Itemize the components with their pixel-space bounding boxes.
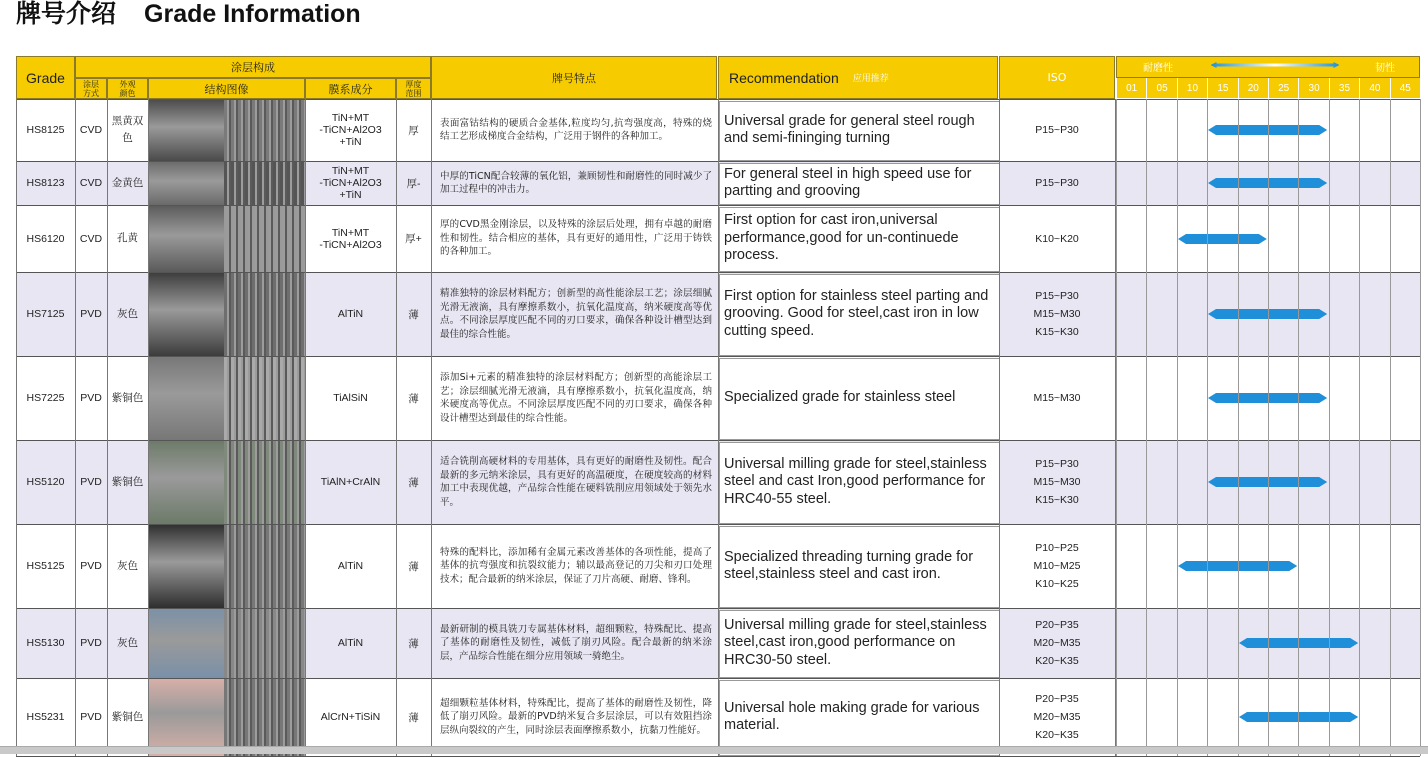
coating-method-cell: PVD: [80, 476, 102, 488]
double-arrow-icon: [1189, 62, 1361, 68]
iso-range-cell: P15~P30 M15~M30 K15~K30: [1033, 458, 1081, 506]
title-cn: 牌号介绍: [16, 0, 117, 28]
film-composition-cell: TiN+MT -TiCN+Al2O3 +TiN: [319, 112, 382, 148]
structure-image-left: [148, 356, 224, 440]
thickness-cell: 薄: [408, 637, 419, 650]
appearance-color-cell: 孔黄: [117, 232, 138, 244]
grade-cell: HS7225: [26, 392, 65, 404]
recommendation-cell: First option for cast iron,universal performance,good for un-continuede process.: [724, 212, 959, 264]
thickness-cell: 薄: [408, 711, 419, 724]
column-divider: [75, 99, 76, 756]
thickness-cell: 厚+: [405, 233, 422, 245]
features-cell: 厚的CVD黑金刚涂层，以及特殊的涂层后处理，拥有卓越的耐磨性和韧性。结合相应的基体，具有更好的通用性，广泛用于铸铁的各种加工。: [440, 219, 712, 258]
structure-image-left: [148, 608, 224, 678]
features-cell: 适合铣削高硬材料的专用基体，具有更好的耐磨性及韧性。配合最新的多元纳米涂层，具有更好的高温硬度，在硬度较高的材料加工中表现优越，产品综合性能在硬料铣削应用领域处于领先水平。: [440, 456, 712, 508]
scale-gridline: [1238, 99, 1239, 756]
recommendation-cell: Specialized threading turning grade for steel,stainless steel and cast iron.: [724, 548, 974, 582]
thickness-cell: 厚: [408, 124, 419, 137]
features-cell: 超细颗粒基体材料，特殊配比，提高了基体的耐磨性及韧性，降低了崩刃风险。最新的PVD纳米复合多层涂层，可以有效阻挡涂层纵向裂纹的产生，同时涂层表面摩擦系数小，抗黏刀性能好。: [440, 697, 712, 736]
iso-range-cell: P10~P25 M10~M25 K10~K25: [1033, 542, 1081, 590]
column-divider: [16, 99, 17, 756]
structure-image-right: [224, 272, 305, 356]
appearance-color-cell: 黑黄双色: [111, 115, 144, 144]
grade-cell: HS5231: [26, 711, 65, 723]
appearance-color-cell: 紫铜色: [111, 475, 144, 488]
structure-image-right: [224, 99, 305, 161]
coating-method-cell: PVD: [80, 392, 102, 404]
structure-image-left: [148, 99, 224, 161]
structure-image-right: [224, 440, 305, 524]
structure-image-right: [224, 161, 305, 205]
iso-range-cell: K10~K20: [1035, 232, 1079, 245]
features-cell: 中厚的TiCN配合较薄的氧化铝，兼顾韧性和耐磨性的同时减少了 加工过程中的冲击力。: [440, 170, 712, 195]
column-divider: [396, 99, 397, 756]
film-composition-cell: TiAlSiN: [333, 392, 368, 404]
toughness-label: 韧性: [1375, 63, 1395, 74]
structure-image-right: [224, 356, 305, 440]
structure-image-left: [148, 440, 224, 524]
grade-cell: HS5130: [26, 637, 65, 649]
grade-cell: HS5120: [26, 476, 65, 488]
scale-gridline: [1116, 99, 1117, 756]
appearance-color-cell: 灰色: [117, 636, 138, 649]
title-en: Grade Information: [144, 0, 361, 28]
film-composition-cell: AlCrN+TiSiN: [320, 711, 381, 723]
features-cell: 添加Si+元素的精准独特的涂层材料配方；创新型的高能涂层工艺；涂层细腻光滑无液滴，具有摩擦系数小，抗氧化温度高，纳米硬度高等优点。不同涂层厚度匹配不同的刃口要求，确保各种设计槽型达到最佳的综合性能。: [440, 372, 712, 424]
scale-tick-label: 40: [1359, 78, 1389, 98]
iso-range-cell: M15~M30: [1033, 392, 1081, 404]
header-features: 牌号特点: [431, 56, 717, 99]
structure-image-right: [224, 524, 305, 608]
scale-tick-label: 10: [1177, 78, 1207, 98]
column-divider: [431, 99, 432, 756]
column-divider: [148, 99, 149, 756]
grade-cell: HS7125: [26, 308, 65, 320]
appearance-color-cell: 灰色: [117, 307, 138, 320]
header-iso: ISO: [999, 56, 1115, 99]
scale-tick-label: 01: [1116, 78, 1146, 98]
thickness-cell: 薄: [408, 560, 419, 573]
recommendation-cell: Universal milling grade for steel,stainless steel,cast iron,good performance on HRC30-50 steel.: [724, 616, 987, 668]
grade-cell: HS6120: [26, 232, 65, 245]
structure-image-right: [224, 678, 305, 756]
header-recommendation: [718, 56, 998, 99]
iso-range-cell: P20~P35 M20~M35 K20~K35: [1033, 619, 1081, 667]
header-structure-image: 结构图像: [148, 78, 305, 99]
coating-method-cell: PVD: [80, 560, 102, 572]
column-divider: [718, 99, 719, 756]
header-grade: Grade: [16, 56, 75, 99]
header-appearance-color: 外观 颜色: [107, 78, 148, 99]
structure-image-left: [148, 161, 224, 205]
structure-image-left: [148, 205, 224, 272]
film-composition-cell: TiN+MT -TiCN+Al2O3 +TiN: [319, 165, 382, 201]
structure-image-right: [224, 205, 305, 272]
iso-range-cell: P15~P30 M15~M30 K15~K30: [1033, 290, 1081, 338]
appearance-color-cell: 灰色: [117, 559, 138, 572]
features-cell: 特殊的配料比，添加稀有金属元素改善基体的各项性能，提高了基体的抗弯强度和抗裂纹能力；辅以最高登记的刀尖和刃口处理技术；配合最新的纳米涂层，保证了刀片高硬、耐磨、锋利。: [440, 546, 712, 585]
scale-header: [1116, 56, 1420, 78]
structure-image-left: [148, 272, 224, 356]
thickness-cell: 厚-: [406, 177, 421, 190]
scale-gridline: [1268, 99, 1269, 756]
features-cell: 最新研制的模具铣刀专属基体材料，超细颗粒，特殊配比、提高了基体的耐磨性及韧性，减低了崩刃风险。配合最新的纳米涂层，产品综合性能在细分应用领域一骑绝尘。: [440, 623, 712, 662]
recommendation-label: Recommendation: [729, 69, 839, 86]
coating-method-cell: PVD: [80, 711, 102, 723]
scale-gridline: [1329, 99, 1330, 756]
film-composition-cell: AlTiN: [337, 308, 364, 320]
features-cell: 精准独特的涂层材料配方；创新型的高性能涂层工艺；涂层细腻光滑无液滴，具有摩擦系数小，抗氧化温度高，纳米硬度高等优点。不同涂层厚度匹配不同的刃口要求，确保各种设计槽型达到最佳的综合性能。: [440, 288, 712, 340]
thickness-cell: 薄: [408, 476, 419, 489]
header-coating-group: 涂层构成: [75, 56, 431, 78]
header-film-composition: 膜系成分: [305, 78, 396, 99]
header-coating-method: 涂层 方式: [75, 78, 107, 99]
coating-method-cell: CVD: [79, 232, 103, 245]
scale-gridline: [1298, 99, 1299, 756]
header-thickness-range: 厚度 范围: [396, 78, 431, 99]
recommendation-cell: For general steel in high speed use for partting and grooving: [724, 165, 972, 199]
thickness-cell: 薄: [408, 308, 419, 321]
recommendation-label-cn: 应用推荐: [852, 73, 889, 83]
film-composition-cell: AlTiN: [337, 560, 364, 572]
scale-tick-label: 15: [1207, 78, 1237, 98]
scale-gridline: [1420, 99, 1421, 756]
scale-tick-label: 05: [1146, 78, 1176, 98]
scale-gridline: [1207, 99, 1208, 756]
appearance-color-cell: 紫铜色: [111, 391, 144, 404]
column-divider: [107, 99, 108, 756]
scale-tick-label: 45: [1390, 78, 1420, 98]
column-divider: [305, 99, 306, 756]
scale-gridline: [1177, 99, 1178, 756]
iso-range-cell: P20~P35 M20~M35 K20~K35: [1033, 693, 1081, 741]
recommendation-cell: Universal grade for general steel rough and semi-fininging turning: [724, 112, 975, 146]
grade-cell: HS8125: [26, 124, 65, 136]
scale-gridline: [1146, 99, 1147, 756]
grade-cell: HS8123: [26, 177, 65, 189]
wear-resistance-label: 耐磨性: [1143, 63, 1173, 74]
coating-method-cell: PVD: [80, 308, 102, 320]
column-divider: [999, 99, 1000, 756]
features-cell: 表面富钴结构的硬质合金基体,粒度均匀,抗弯强度高，特殊的烧结工艺形成梯度合金结构，广泛用于钢件的各种加工。: [440, 117, 712, 142]
scale-tick-label: 20: [1238, 78, 1268, 98]
scale-tick-label: 35: [1329, 78, 1359, 98]
structure-image-left: [148, 678, 224, 756]
appearance-color-cell: 紫铜色: [111, 710, 144, 723]
appearance-color-cell: 金黄色: [111, 176, 144, 189]
page-title: [16, 0, 361, 30]
grade-cell: HS5125: [26, 560, 65, 572]
iso-range-cell: P15~P30: [1035, 124, 1079, 136]
iso-range-bar: [1178, 234, 1267, 244]
recommendation-cell: First option for stainless steel parting and grooving. Good for steel,cast iron in low cutting speed.: [724, 287, 989, 339]
grade-table: [16, 56, 1420, 756]
coating-method-cell: PVD: [80, 637, 102, 649]
film-composition-cell: TiN+MT -TiCN+Al2O3: [319, 226, 382, 251]
structure-image-left: [148, 524, 224, 608]
scale-tick-label: 25: [1268, 78, 1298, 98]
coating-method-cell: CVD: [79, 177, 103, 189]
scale-gridline: [1359, 99, 1360, 756]
scale-tick-label: 30: [1298, 78, 1328, 98]
recommendation-cell: Universal hole making grade for various material.: [724, 699, 980, 733]
iso-range-cell: P15~P30: [1035, 177, 1079, 189]
thickness-cell: 薄: [408, 392, 419, 405]
film-composition-cell: AlTiN: [337, 637, 364, 649]
film-composition-cell: TiAlN+CrAlN: [320, 476, 381, 488]
scale-gridline: [1390, 99, 1391, 756]
recommendation-cell: Universal milling grade for steel,stainless steel and cast Iron,good performance for HRC40-55 steel.: [724, 455, 987, 507]
recommendation-cell: Specialized grade for stainless steel: [724, 389, 956, 406]
coating-method-cell: CVD: [79, 124, 103, 136]
structure-image-right: [224, 608, 305, 678]
